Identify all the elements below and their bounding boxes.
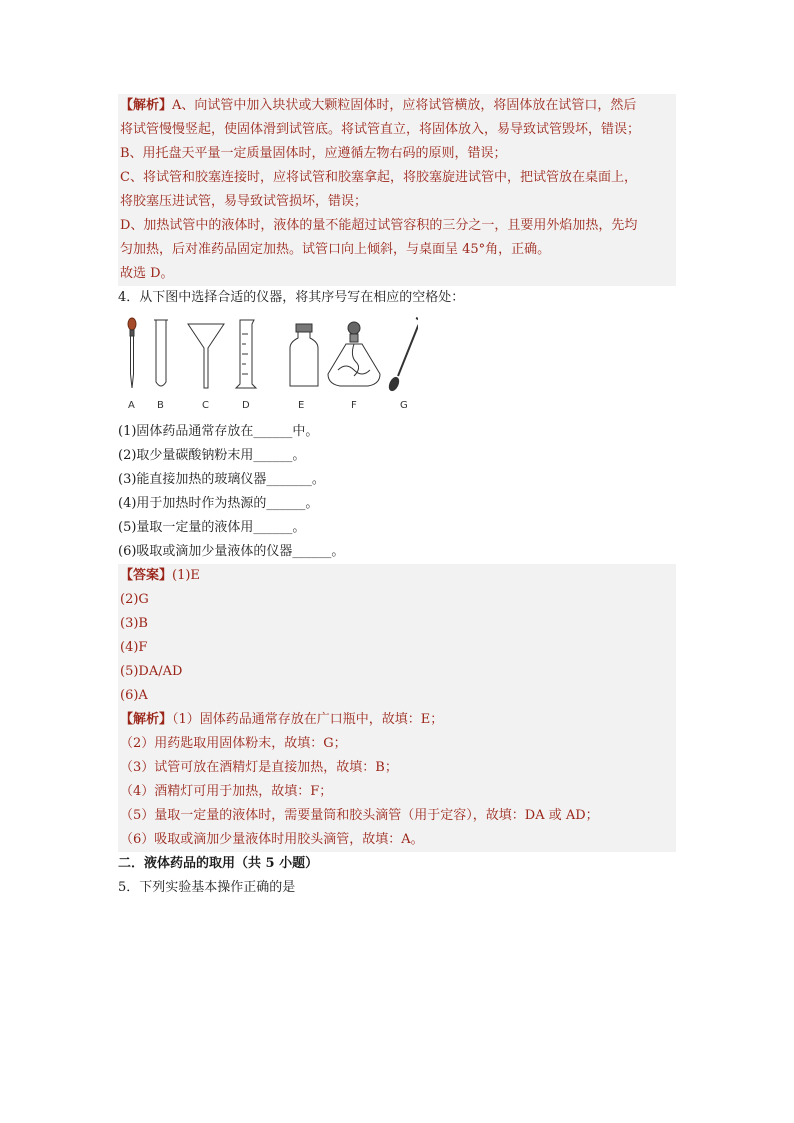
label-a: A (128, 400, 135, 411)
analysis-line: 故选 D。 (120, 266, 174, 281)
analysis-line: C、将试管和胶塞连接时，应将试管和胶塞拿起，将胶塞旋进试管中，把试管放在桌面上， (120, 170, 637, 185)
question-4 (118, 286, 676, 564)
analysis-tag: 【解析】 (120, 98, 173, 113)
alcohol-lamp-icon (328, 322, 380, 386)
funnel-icon (188, 324, 224, 388)
answer-line: (6)A (120, 688, 148, 703)
question-item: (1)固体药品通常存放在______中。 (118, 424, 319, 439)
analysis-line: 匀加热，后对准药品固定加热。试管口向上倾斜，与桌面呈 45°角，正确。 (120, 242, 551, 257)
apparatus-drawing (118, 314, 418, 402)
label-d: D (242, 400, 250, 411)
analysis-line: （6）吸取或滴加少量液体时用胶头滴管，故填：A。 (120, 832, 424, 847)
label-b: B (157, 400, 164, 411)
analysis-line: （5）量取一定量的液体时，需要量筒和胶头滴管（用于定容），故填：DA 或 AD； (120, 808, 599, 823)
question-item: (3)能直接加热的玻璃仪器_______。 (118, 472, 325, 487)
analysis-block-q3 (118, 94, 676, 286)
analysis-line: D、加热试管中的液体时，液体的量不能超过试管容积的三分之一，且要用外焰加热，先均 (120, 218, 638, 233)
answer-line: (4)F (120, 640, 148, 655)
analysis-line: 【解析】A、向试管中加入块状或大颗粒固体时，应将试管横放，将固体放在试管口，然后 (120, 98, 637, 113)
dropper-icon (128, 318, 136, 388)
page (118, 94, 676, 900)
question-item: (6)吸取或滴加少量液体的仪器______。 (118, 544, 345, 559)
analysis-line: 将试管慢慢竖起，使固体滑到试管底。将试管直立，将固体放入，易导致试管毁坏，错误； (120, 122, 641, 137)
analysis-line: 【解析】（1）固体药品通常存放在广口瓶中，故填：E； (120, 712, 444, 727)
test-tube-icon (154, 320, 168, 386)
spatula-icon (387, 318, 418, 392)
analysis-line: B、用托盘天平量一定质量固体时，应遵循左物右码的原则，错误； (120, 146, 507, 161)
question-5-stem: 5．下列实验基本操作正确的是 (118, 880, 296, 895)
answer-line: (2)G (120, 592, 149, 607)
answer-line: (5)DA/AD (120, 664, 183, 679)
question-stem: 4．从下图中选择合适的仪器，将其序号写在相应的空格处： (118, 290, 465, 305)
analysis-line: （2）用药匙取用固体粉末，故填：G； (120, 736, 347, 751)
answer-line: (3)B (120, 616, 148, 631)
question-item: (2)取少量碳酸钠粉末用______。 (118, 448, 306, 463)
label-f: F (351, 400, 357, 411)
section-heading: 二．液体药品的取用（共 5 小题） (118, 856, 319, 871)
analysis-line: （3）试管可放在酒精灯是直接加热，故填：B； (120, 760, 398, 775)
question-item: (5)量取一定量的液体用______。 (118, 520, 306, 535)
answer-tag: 【答案】 (120, 568, 173, 583)
wide-mouth-bottle-icon (290, 324, 318, 386)
graduated-cylinder-icon (236, 320, 256, 388)
question-item: (4)用于加热时作为热源的______。 (118, 496, 319, 511)
label-c: C (202, 400, 209, 411)
analysis-line: （4）酒精灯可用于加热，故填：F； (120, 784, 333, 799)
answer-line: 【答案】(1)E (120, 568, 200, 583)
label-g: G (400, 400, 408, 411)
analysis-tag: 【解析】 (120, 712, 173, 727)
answer-block-q4 (118, 564, 676, 852)
apparatus-figure (118, 314, 418, 414)
label-e: E (298, 400, 305, 411)
analysis-line: 将胶塞压进试管，易导致试管损坏，错误； (120, 194, 368, 209)
